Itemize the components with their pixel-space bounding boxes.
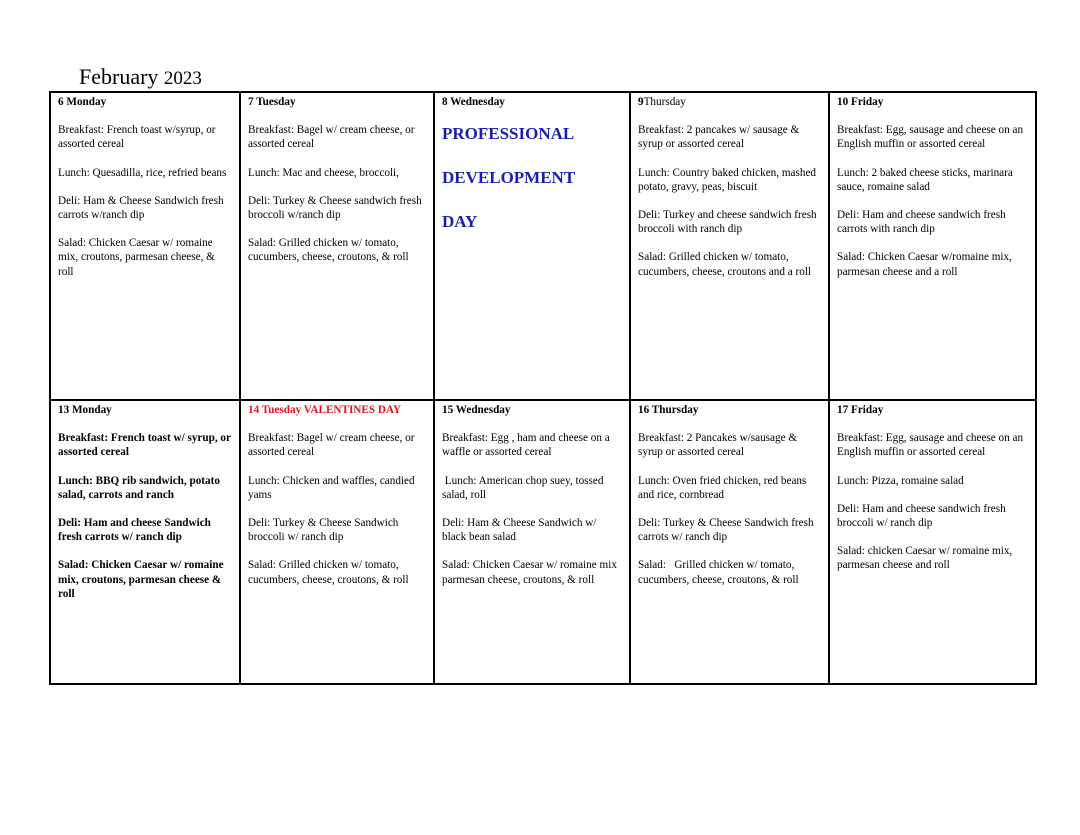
day-cell-16-thursday <box>631 401 830 683</box>
day-cell-17-friday <box>830 401 1035 683</box>
deli-item: Deli: Ham & Cheese Sandwich w/ black bean salad <box>442 517 597 544</box>
day-header: 10 Friday <box>837 96 884 108</box>
breakfast-item: Breakfast: Egg , ham and cheese on a waffle or assorted cereal <box>442 432 610 459</box>
day-header: 6 Monday <box>58 96 107 108</box>
salad-item: Salad: Grilled chicken w/ tomato, cucumbers, cheese, croutons, & roll <box>248 237 409 264</box>
breakfast-item: Breakfast: French toast w/ syrup, or assorted cereal <box>58 432 231 459</box>
day-cell-15-wednesday <box>435 401 631 683</box>
deli-item: Deli: Ham & Cheese Sandwich fresh carrots w/ranch dip <box>58 194 224 222</box>
day-cell-7-tuesday <box>241 93 435 401</box>
breakfast-item: Breakfast: 2 Pancakes w/sausage & syrup or assorted cereal <box>638 432 798 459</box>
salad-item: Salad: Chicken Caesar w/ romaine mix parmesan cheese, croutons, & roll <box>442 559 617 586</box>
salad-item: Salad: Grilled chicken w/ tomato, cucumbers, cheese, croutons, & roll <box>248 559 409 586</box>
breakfast-item: Breakfast: Egg, sausage and cheese on an English muffin or assorted cereal <box>837 432 1024 459</box>
day-header <box>638 95 822 109</box>
day-header: 13 Monday <box>58 404 112 416</box>
lunch-item: Lunch: American chop suey, tossed salad, roll <box>442 474 607 501</box>
notice-line: DAY <box>442 212 478 232</box>
title-year: 2023 <box>163 68 202 89</box>
lunch-item: Lunch: Mac and cheese, broccoli, <box>248 166 399 179</box>
deli-item: Deli: Ham and cheese sandwich fresh carrots with ranch dip <box>837 209 1006 236</box>
lunch-item: Lunch: Chicken and waffles, candied yams <box>248 474 415 501</box>
lunch-item: Lunch: 2 baked cheese sticks, marinara sauce, romaine salad <box>837 166 1013 193</box>
deli-item: Deli: Turkey and cheese sandwich fresh broccoli with ranch dip <box>638 209 817 236</box>
notice-line: DEVELOPMENT <box>442 168 576 188</box>
breakfast-item: Breakfast: French toast w/syrup, or assorted cereal <box>58 124 216 151</box>
day-header: 7 Tuesday <box>248 96 296 108</box>
day-header: 17 Friday <box>837 404 884 416</box>
breakfast-item: Breakfast: 2 pancakes w/ sausage & syrup or assorted cereal <box>638 124 800 151</box>
professional-development-notice <box>442 123 623 233</box>
deli-item: Deli: Turkey & Cheese Sandwich broccoli w/ ranch dip <box>248 517 399 544</box>
day-number: 9 <box>638 96 644 108</box>
day-header-valentines: 14 Tuesday VALENTINES DAY <box>248 404 402 416</box>
menu-calendar <box>49 91 1037 685</box>
deli-item: Deli: Ham and cheese sandwich fresh broccoli w/ ranch dip <box>837 502 1006 530</box>
day-cell-14-tuesday <box>241 401 435 683</box>
deli-item: Deli: Ham and cheese Sandwich fresh carrots w/ ranch dip <box>58 517 211 544</box>
breakfast-item: Breakfast: Bagel w/ cream cheese, or assorted cereal <box>248 432 415 459</box>
page-title <box>79 64 202 92</box>
title-month: February <box>79 64 159 89</box>
lunch-item: Lunch: Country baked chicken, mashed potato, gravy, peas, biscuit <box>638 166 817 193</box>
breakfast-item: Breakfast: Bagel w/ cream cheese, or assorted cereal <box>248 124 415 151</box>
salad-item: Salad: chicken Caesar w/ romaine mix, parmesan cheese and roll <box>837 545 1013 572</box>
salad-item: Salad: Grilled chicken w/ tomato, cucumbers, cheese, croutons, & roll <box>638 559 799 586</box>
day-cell-6-monday <box>51 93 241 401</box>
lunch-item: Lunch: BBQ rib sandwich, potato salad, carrots and ranch <box>58 474 220 501</box>
salad-item: Salad: Chicken Caesar w/romaine mix, parmesan cheese and a roll <box>837 251 1012 278</box>
day-cell-9-thursday <box>631 93 830 401</box>
day-cell-8-wednesday <box>435 93 631 401</box>
salad-item: Salad: Grilled chicken w/ tomato, cucumbers, cheese, croutons and a roll <box>638 251 812 278</box>
deli-item: Deli: Turkey & Cheese sandwich fresh broccoli w/ranch dip <box>248 194 422 222</box>
day-header: 15 Wednesday <box>442 404 511 416</box>
lunch-item: Lunch: Quesadilla, rice, refried beans <box>58 166 227 179</box>
notice-line: PROFESSIONAL <box>442 124 575 144</box>
salad-item: Salad: Chicken Caesar w/ romaine mix, croutons, parmesan cheese & roll <box>58 559 224 600</box>
breakfast-item: Breakfast: Egg, sausage and cheese on an English muffin or assorted cereal <box>837 124 1024 151</box>
day-header: 16 Thursday <box>638 404 699 416</box>
day-name: Thursday <box>643 96 686 108</box>
salad-item: Salad: Chicken Caesar w/ romaine mix, croutons, parmesan cheese, & roll <box>58 237 215 278</box>
day-cell-10-friday <box>830 93 1035 401</box>
day-header: 8 Wednesday <box>442 96 505 108</box>
day-cell-13-monday <box>51 401 241 683</box>
lunch-item: Lunch: Pizza, romaine salad <box>837 474 964 487</box>
deli-item: Deli: Turkey & Cheese Sandwich fresh carrots w/ ranch dip <box>638 517 814 544</box>
lunch-item: Lunch: Oven fried chicken, red beans and rice, cornbread <box>638 474 807 501</box>
